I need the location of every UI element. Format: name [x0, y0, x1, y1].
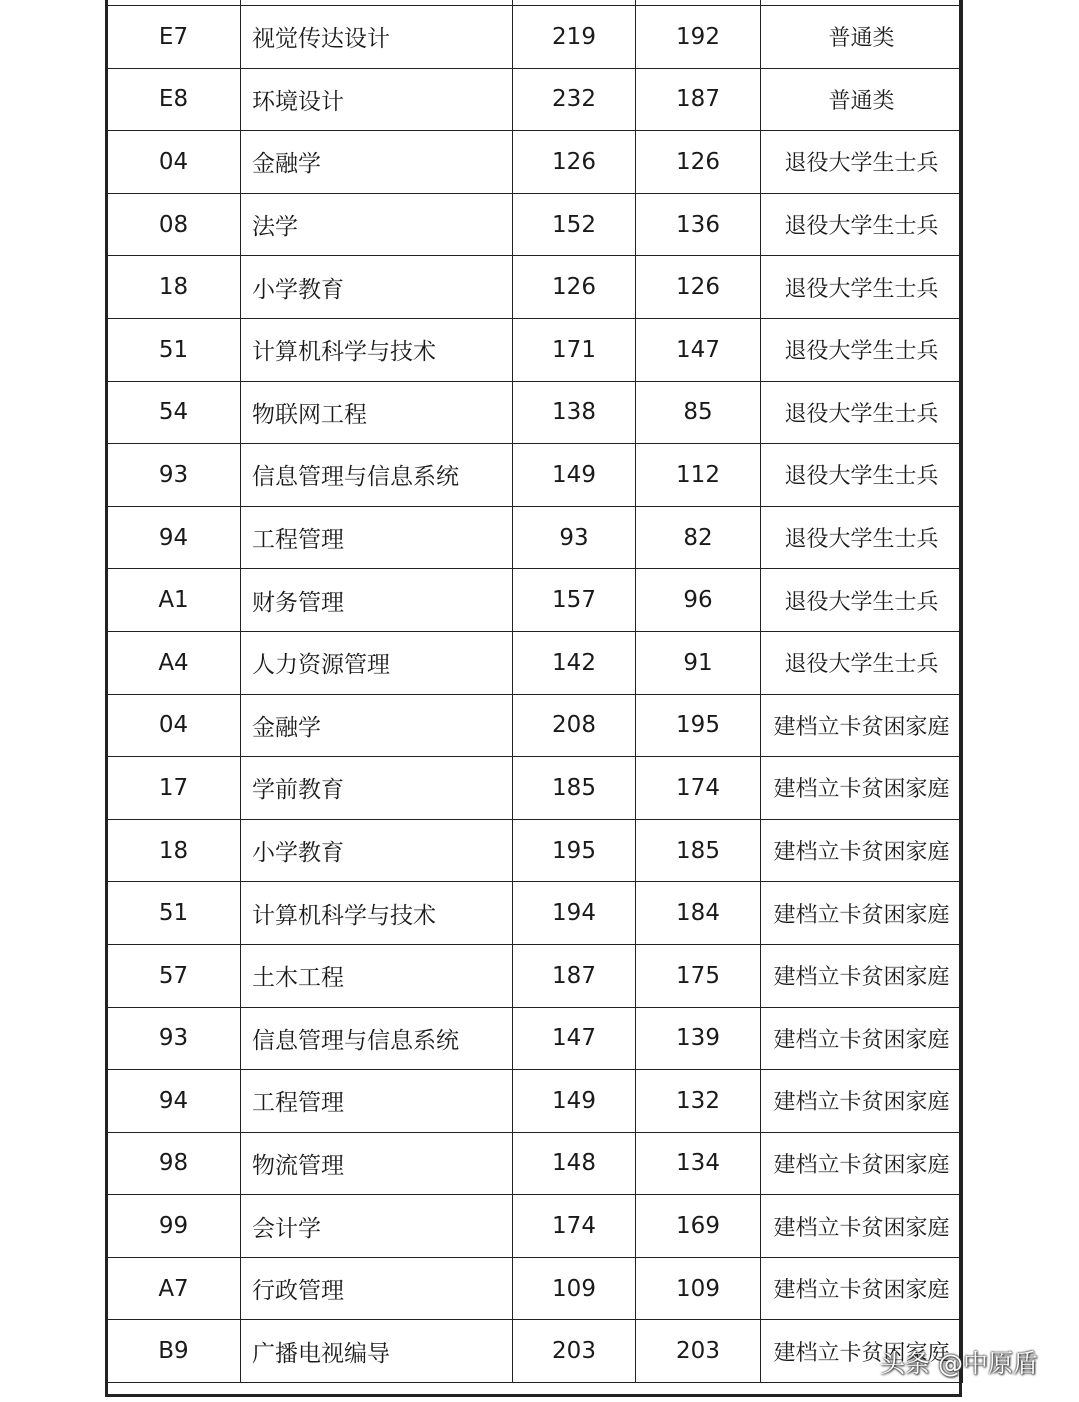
- category-cell: 退役大学生士兵: [761, 256, 963, 319]
- value-2-cell: 112: [636, 444, 761, 507]
- value-1-cell: 109: [513, 1257, 636, 1320]
- major-code-cell: 18: [107, 256, 241, 319]
- category-cell: 普通类: [761, 68, 963, 131]
- table-row: [107, 1070, 963, 1133]
- category-cell: 建档立卡贫困家庭: [761, 757, 963, 820]
- major-code-cell: 94: [107, 1070, 241, 1133]
- value-1-cell: 126: [513, 256, 636, 319]
- value-2-cell: 192: [636, 6, 761, 69]
- admission-table-container: [106, 0, 962, 1383]
- category-cell: 退役大学生士兵: [761, 131, 963, 194]
- table-row: [107, 1132, 963, 1195]
- major-name-cell: 广播电视编导: [241, 1320, 513, 1383]
- category-cell: 退役大学生士兵: [761, 444, 963, 507]
- category-cell: 建档立卡贫困家庭: [761, 1132, 963, 1195]
- value-2-cell: 85: [636, 381, 761, 444]
- table-row: [107, 256, 963, 319]
- major-code-cell: 54: [107, 381, 241, 444]
- major-name-cell: 小学教育: [241, 256, 513, 319]
- value-1-cell: 148: [513, 1132, 636, 1195]
- table-row: [107, 944, 963, 1007]
- table-row: [107, 1195, 963, 1258]
- category-cell: 退役大学生士兵: [761, 193, 963, 256]
- major-code-cell: A7: [107, 1257, 241, 1320]
- value-2-cell: 195: [636, 694, 761, 757]
- table-outer-border-right: [959, 0, 962, 1396]
- value-1-cell: 185: [513, 757, 636, 820]
- category-cell: 建档立卡贫困家庭: [761, 1195, 963, 1258]
- value-2-cell: 203: [636, 1320, 761, 1383]
- value-1-cell: 147: [513, 1007, 636, 1070]
- category-cell: 建档立卡贫困家庭: [761, 694, 963, 757]
- major-name-cell: 行政管理: [241, 1257, 513, 1320]
- value-2-cell: 169: [636, 1195, 761, 1258]
- value-1-cell: 152: [513, 193, 636, 256]
- value-1-cell: 194: [513, 882, 636, 945]
- table-row: [107, 757, 963, 820]
- major-name-cell: 小学教育: [241, 819, 513, 882]
- value-2-cell: 82: [636, 506, 761, 569]
- major-name-cell: 财务管理: [241, 569, 513, 632]
- category-cell: 建档立卡贫困家庭: [761, 1007, 963, 1070]
- major-name-cell: 视觉传达设计: [241, 6, 513, 69]
- value-2-cell: 174: [636, 757, 761, 820]
- table-row: [107, 1007, 963, 1070]
- value-1-cell: 157: [513, 569, 636, 632]
- table-row: [107, 381, 963, 444]
- category-cell: 建档立卡贫困家庭: [761, 1320, 963, 1383]
- major-name-cell: 计算机科学与技术: [241, 318, 513, 381]
- major-code-cell: E8: [107, 68, 241, 131]
- table-row: [107, 506, 963, 569]
- value-2-cell: 132: [636, 1070, 761, 1133]
- table-row: [107, 68, 963, 131]
- major-name-cell: 学前教育: [241, 757, 513, 820]
- value-1-cell: 149: [513, 1070, 636, 1133]
- major-code-cell: 57: [107, 944, 241, 1007]
- value-1-cell: 174: [513, 1195, 636, 1258]
- value-1-cell: 232: [513, 68, 636, 131]
- major-name-cell: 信息管理与信息系统: [241, 1007, 513, 1070]
- category-cell: 退役大学生士兵: [761, 381, 963, 444]
- value-2-cell: 187: [636, 68, 761, 131]
- major-code-cell: 94: [107, 506, 241, 569]
- major-name-cell: 会计学: [241, 1195, 513, 1258]
- major-code-cell: A4: [107, 631, 241, 694]
- value-1-cell: 187: [513, 944, 636, 1007]
- category-cell: 退役大学生士兵: [761, 506, 963, 569]
- value-2-cell: 134: [636, 1132, 761, 1195]
- category-cell: 退役大学生士兵: [761, 631, 963, 694]
- table-row: [107, 819, 963, 882]
- category-cell: 建档立卡贫困家庭: [761, 882, 963, 945]
- value-1-cell: 203: [513, 1320, 636, 1383]
- major-code-cell: 08: [107, 193, 241, 256]
- category-cell: 建档立卡贫困家庭: [761, 1257, 963, 1320]
- admission-table: [106, 0, 963, 1383]
- value-2-cell: 126: [636, 131, 761, 194]
- major-name-cell: 环境设计: [241, 68, 513, 131]
- table-row: [107, 631, 963, 694]
- value-2-cell: 91: [636, 631, 761, 694]
- major-name-cell: 土木工程: [241, 944, 513, 1007]
- major-code-cell: 99: [107, 1195, 241, 1258]
- major-name-cell: 信息管理与信息系统: [241, 444, 513, 507]
- watermark: 头条 @中原盾: [880, 1349, 1038, 1378]
- value-2-cell: 175: [636, 944, 761, 1007]
- table-row: [107, 318, 963, 381]
- table-row: [107, 6, 963, 69]
- value-2-cell: 185: [636, 819, 761, 882]
- major-code-cell: B9: [107, 1320, 241, 1383]
- value-1-cell: 195: [513, 819, 636, 882]
- major-name-cell: 工程管理: [241, 1070, 513, 1133]
- category-cell: 建档立卡贫困家庭: [761, 1070, 963, 1133]
- major-code-cell: 04: [107, 694, 241, 757]
- major-name-cell: 人力资源管理: [241, 631, 513, 694]
- category-cell: 建档立卡贫困家庭: [761, 944, 963, 1007]
- table-row: [107, 131, 963, 194]
- category-cell: 建档立卡贫困家庭: [761, 819, 963, 882]
- value-1-cell: 171: [513, 318, 636, 381]
- major-name-cell: 物流管理: [241, 1132, 513, 1195]
- major-name-cell: 计算机科学与技术: [241, 882, 513, 945]
- value-2-cell: 126: [636, 256, 761, 319]
- value-1-cell: 142: [513, 631, 636, 694]
- category-cell: 退役大学生士兵: [761, 569, 963, 632]
- table-row: [107, 444, 963, 507]
- value-1-cell: 219: [513, 6, 636, 69]
- value-1-cell: 138: [513, 381, 636, 444]
- table-outer-border-bottom: [105, 1394, 962, 1397]
- major-name-cell: 工程管理: [241, 506, 513, 569]
- value-2-cell: 139: [636, 1007, 761, 1070]
- major-name-cell: 金融学: [241, 131, 513, 194]
- value-2-cell: 147: [636, 318, 761, 381]
- value-1-cell: 208: [513, 694, 636, 757]
- value-1-cell: 126: [513, 131, 636, 194]
- major-name-cell: 金融学: [241, 694, 513, 757]
- major-code-cell: 04: [107, 131, 241, 194]
- table-row: [107, 882, 963, 945]
- value-2-cell: 96: [636, 569, 761, 632]
- major-code-cell: E7: [107, 6, 241, 69]
- category-cell: 普通类: [761, 6, 963, 69]
- major-code-cell: 51: [107, 318, 241, 381]
- table-row: [107, 1257, 963, 1320]
- category-cell: 退役大学生士兵: [761, 318, 963, 381]
- table-row: [107, 193, 963, 256]
- major-code-cell: 51: [107, 882, 241, 945]
- value-2-cell: 109: [636, 1257, 761, 1320]
- value-2-cell: 136: [636, 193, 761, 256]
- major-code-cell: 93: [107, 444, 241, 507]
- table-row: [107, 694, 963, 757]
- table-row: [107, 569, 963, 632]
- major-code-cell: 17: [107, 757, 241, 820]
- value-1-cell: 149: [513, 444, 636, 507]
- value-1-cell: 93: [513, 506, 636, 569]
- value-2-cell: 184: [636, 882, 761, 945]
- table-row: [107, 1320, 963, 1383]
- major-code-cell: 98: [107, 1132, 241, 1195]
- major-code-cell: A1: [107, 569, 241, 632]
- major-code-cell: 18: [107, 819, 241, 882]
- table-outer-border-left: [105, 0, 108, 1396]
- major-code-cell: 93: [107, 1007, 241, 1070]
- major-name-cell: 法学: [241, 193, 513, 256]
- table-body: [107, 0, 963, 1383]
- major-name-cell: 物联网工程: [241, 381, 513, 444]
